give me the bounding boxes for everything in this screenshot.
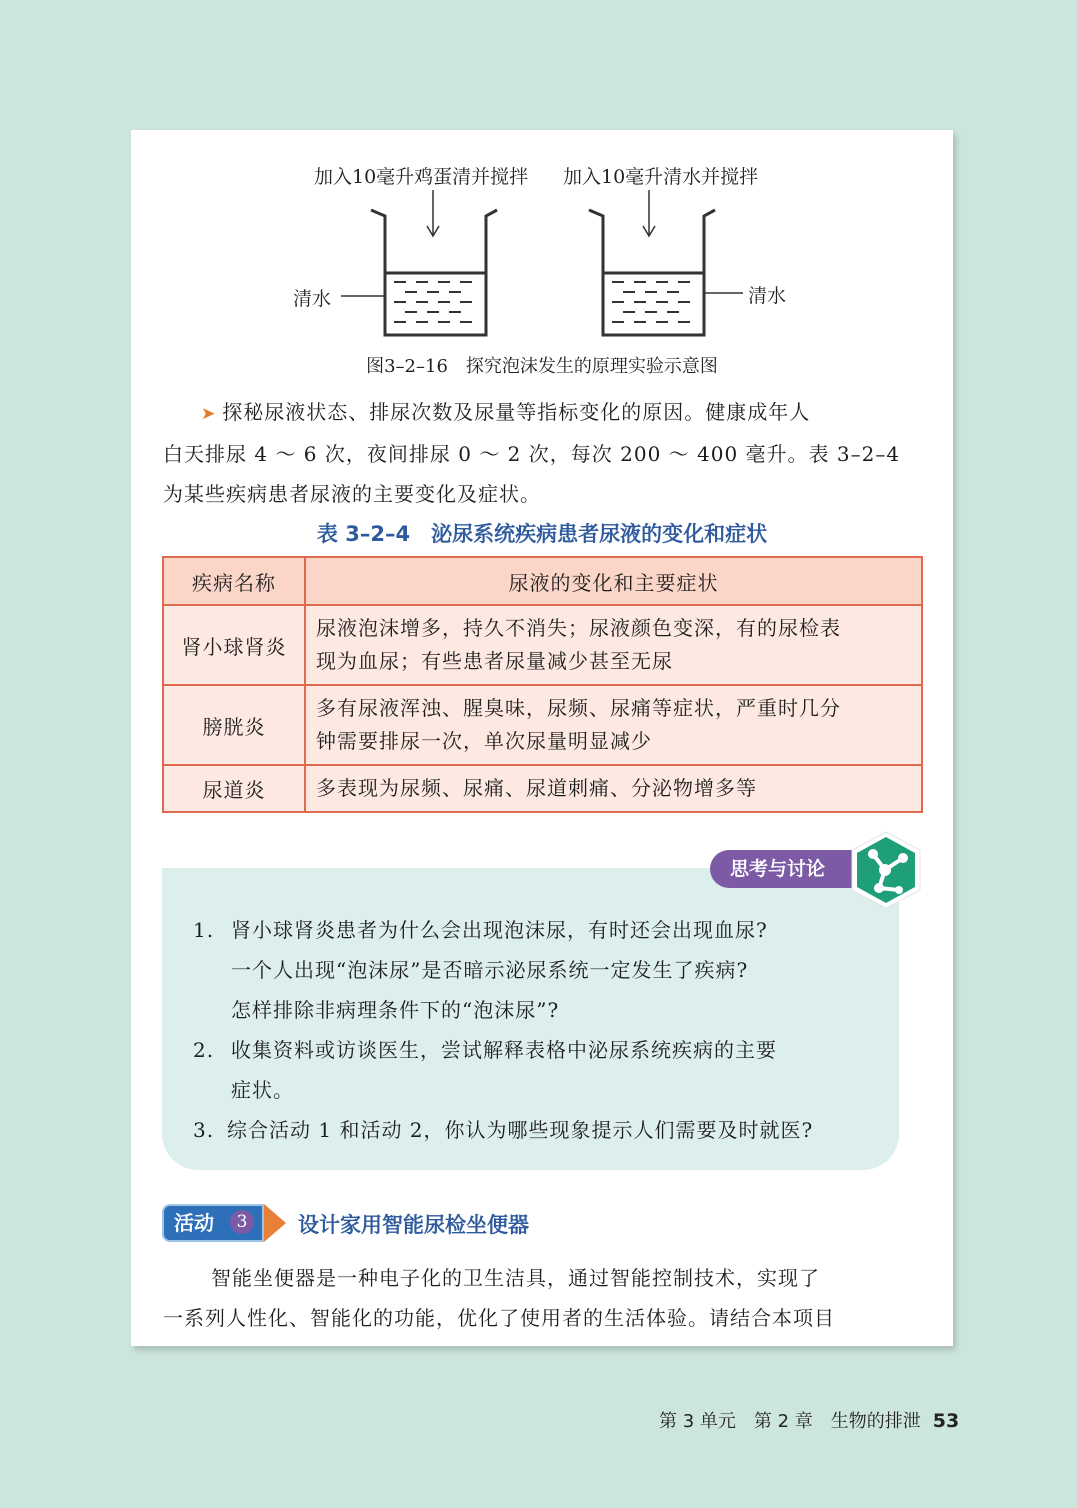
activity-number: 3 bbox=[230, 1210, 254, 1234]
left-water-label: 清水 bbox=[293, 288, 332, 310]
table-row bbox=[163, 685, 922, 765]
activity-title: 设计家用智能尿检坐便器 bbox=[298, 1213, 529, 1237]
arrow-bullet-icon: ➤ bbox=[201, 404, 217, 424]
disease-symptoms: 尿液泡沫增多，持久不消失；尿液颜色变深，有的尿检表 现为血尿；有些患者尿量减少甚至无尿 bbox=[305, 605, 922, 685]
disease-name: 尿道炎 bbox=[163, 765, 305, 812]
label-leaders bbox=[341, 293, 743, 296]
question-3: 3. 综合活动 1 和活动 2，你认为哪些现象提示人们需要及时就医? bbox=[193, 1118, 814, 1142]
closing-line-1: 智能坐便器是一种电子化的卫生洁具，通过智能控制技术，实现了 bbox=[211, 1266, 820, 1290]
intro-line-1: ➤ 探秘尿液状态、排尿次数及尿量等指标变化的原因。健康成年人 bbox=[201, 400, 811, 424]
disease-table bbox=[162, 556, 923, 813]
discussion-tag: 思考与讨论 bbox=[710, 850, 870, 888]
page-number: 53 bbox=[932, 1410, 960, 1432]
closing-line-2: 一系列人性化、智能化的功能，优化了使用者的生活体验。请结合本项目 bbox=[163, 1306, 835, 1330]
table-row bbox=[163, 605, 922, 685]
disease-name: 肾小球肾炎 bbox=[163, 605, 305, 685]
pour-arrows bbox=[427, 190, 655, 236]
table-title: 表 3–2–4 泌尿系统疾病患者尿液的变化和症状 bbox=[316, 522, 768, 546]
closing-paragraph bbox=[163, 1258, 925, 1338]
table-header-row bbox=[163, 557, 922, 605]
disease-symptoms: 多表现为尿频、尿痛、尿道刺痛、分泌物增多等 bbox=[305, 765, 922, 812]
chapter-info: 第 3 单元 第 2 章 生物的排泄 bbox=[659, 1411, 921, 1432]
right-beaker-label: 加入10毫升清水并搅拌 bbox=[563, 166, 759, 188]
activity-arrow-icon bbox=[264, 1204, 286, 1242]
table-row bbox=[163, 765, 922, 812]
experiment-diagram bbox=[131, 130, 953, 380]
disease-symptoms: 多有尿液浑浊、腥臭味，尿频、尿痛等症状，严重时几分 钟需要排尿一次，单次尿量明显减少 bbox=[305, 685, 922, 765]
activity-badge: 活动 bbox=[162, 1204, 264, 1242]
intro-line-3: 为某些疾病患者尿液的主要变化及症状。 bbox=[163, 482, 541, 506]
header-symptoms: 尿液的变化和主要症状 bbox=[305, 557, 922, 605]
left-beaker-label: 加入10毫升鸡蛋清并搅拌 bbox=[314, 166, 529, 188]
question-1: 1. 肾小球肾炎患者为什么会出现泡沫尿，有时还会出现血尿? 一个人出现“泡沫尿”是否暗示泌尿系统一定发生了疾病? 怎样排除非病理条件下的“泡沫尿”? bbox=[193, 918, 768, 1022]
discussion-questions bbox=[193, 910, 893, 1150]
disease-name: 膀胱炎 bbox=[163, 685, 305, 765]
figure-caption: 图3–2–16 探究泡沫发生的原理实验示意图 bbox=[366, 356, 718, 377]
intro-paragraph bbox=[163, 392, 925, 514]
textbook-page bbox=[131, 130, 953, 1346]
right-beaker bbox=[589, 210, 715, 335]
question-2: 2. 收集资料或访谈医生，尝试解释表格中泌尿系统疾病的主要 症状。 bbox=[193, 1038, 777, 1102]
beakers-illustration bbox=[131, 130, 953, 360]
header-disease-name: 疾病名称 bbox=[163, 557, 305, 605]
molecule-icon bbox=[849, 830, 923, 910]
intro-line-2: 白天排尿 4 ～ 6 次，夜间排尿 0 ～ 2 次，每次 200 ～ 400 毫升。表 3–2–4 bbox=[163, 442, 901, 466]
left-beaker bbox=[371, 210, 497, 335]
right-water-label: 清水 bbox=[748, 285, 787, 307]
page-footer bbox=[659, 1407, 959, 1433]
